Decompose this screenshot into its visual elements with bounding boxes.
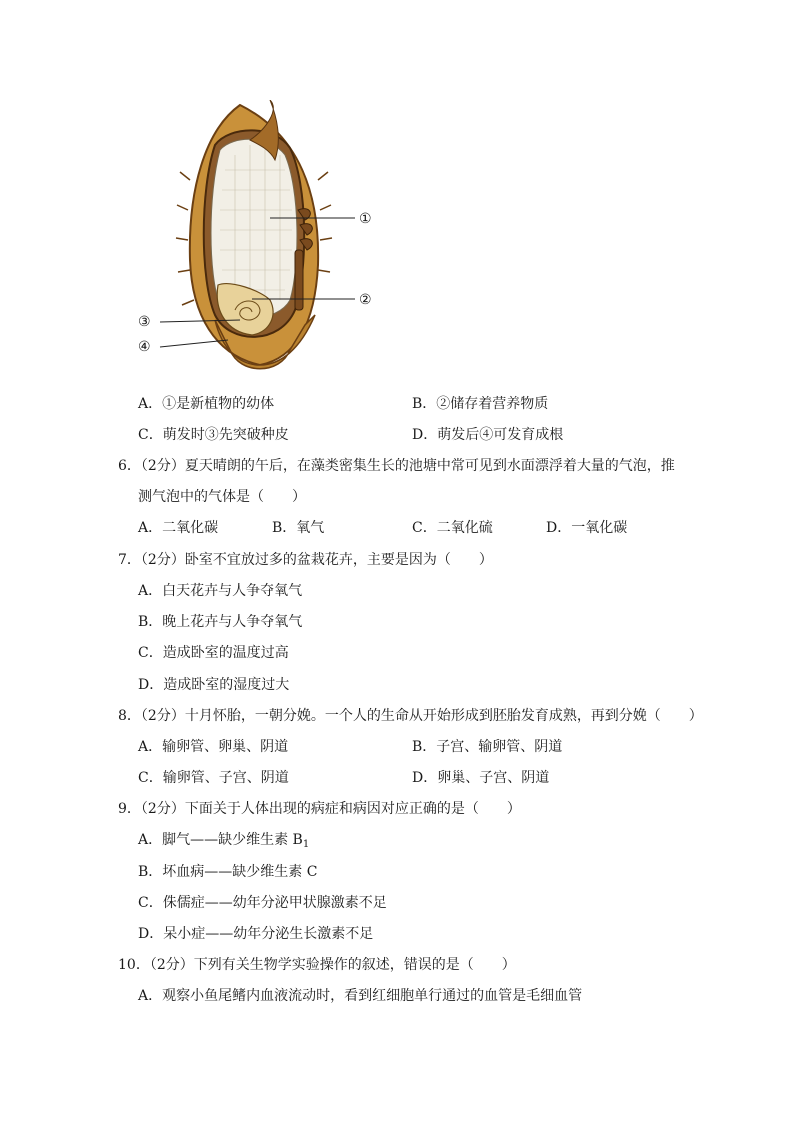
q6-stem-line2: 测气泡中的气体是（ ） [138,489,306,505]
q7-option-a: A．白天花卉与人争夺氧气 [138,583,303,599]
q7-stem: 7．（2分）卧室不宜放过多的盆栽花卉，主要是因为（ ） [118,552,493,568]
q8-option-b: B．子宫、输卵管、阴道 [412,739,563,755]
q9-option-d: D．呆小症——幼年分泌生长激素不足 [138,926,374,942]
q8-option-a: A．输卵管、卵巢、阴道 [138,739,289,755]
q10-stem: 10．（2分）下列有关生物学实验操作的叙述，错误的是（ ） [118,957,516,973]
q5-option-d: D．萌发后④可发育成根 [412,427,564,443]
q9-stem: 9．（2分）下面关于人体出现的病症和病因对应正确的是（ ） [118,801,521,817]
leader-line-4 [160,340,228,347]
q8-option-d: D．卵巢、子宫、阴道 [412,770,550,786]
q7-option-b: B．晚上花卉与人争夺氧气 [138,614,303,630]
q9-option-a [138,831,309,849]
q9-option-c: C．侏儒症——幼年分泌甲状腺激素不足 [138,895,387,911]
q6-option-b: B．氧气 [272,520,325,536]
q8-option-c: C．输卵管、子宫、阴道 [138,770,289,786]
q5-option-a: A．①是新植物的幼体 [138,396,275,412]
diagram-label-1: ① [359,211,372,227]
q9-option-b: B．坏血病——缺少维生素 C [138,864,318,880]
q5-option-b: B．②储存着营养物质 [412,396,549,412]
q5-option-c: C．萌发时③先突破种皮 [138,427,289,443]
q10-option-a: A．观察小鱼尾鳍内血液流动时，看到红细胞单行通过的血管是毛细血管 [138,988,583,1004]
q9-option-a-subscript: 1 [302,839,310,850]
rice-seed-diagram [130,100,390,380]
q6-stem-line1: 6．（2分）夏天晴朗的午后，在藻类密集生长的池塘中常可见到水面漂浮着大量的气泡，推 [118,458,675,474]
q6-option-c: C．二氧化硫 [412,520,493,536]
diagram-label-3: ③ [138,314,151,330]
q6-option-d: D．一氧化碳 [546,520,628,536]
diagram-label-4: ④ [138,339,151,355]
q8-stem: 8．（2分）十月怀胎，一朝分娩。一个人的生命从开始形成到胚胎发育成熟，再到分娩（ ） [118,708,703,724]
q9-option-a-text: A．脚气——缺少维生素 B [138,832,303,848]
q6-option-a: A．二氧化碳 [138,520,219,536]
diagram-label-2: ② [359,292,372,308]
q7-option-d: D．造成卧室的湿度过大 [138,677,290,693]
q7-option-c: C．造成卧室的温度过高 [138,645,289,661]
